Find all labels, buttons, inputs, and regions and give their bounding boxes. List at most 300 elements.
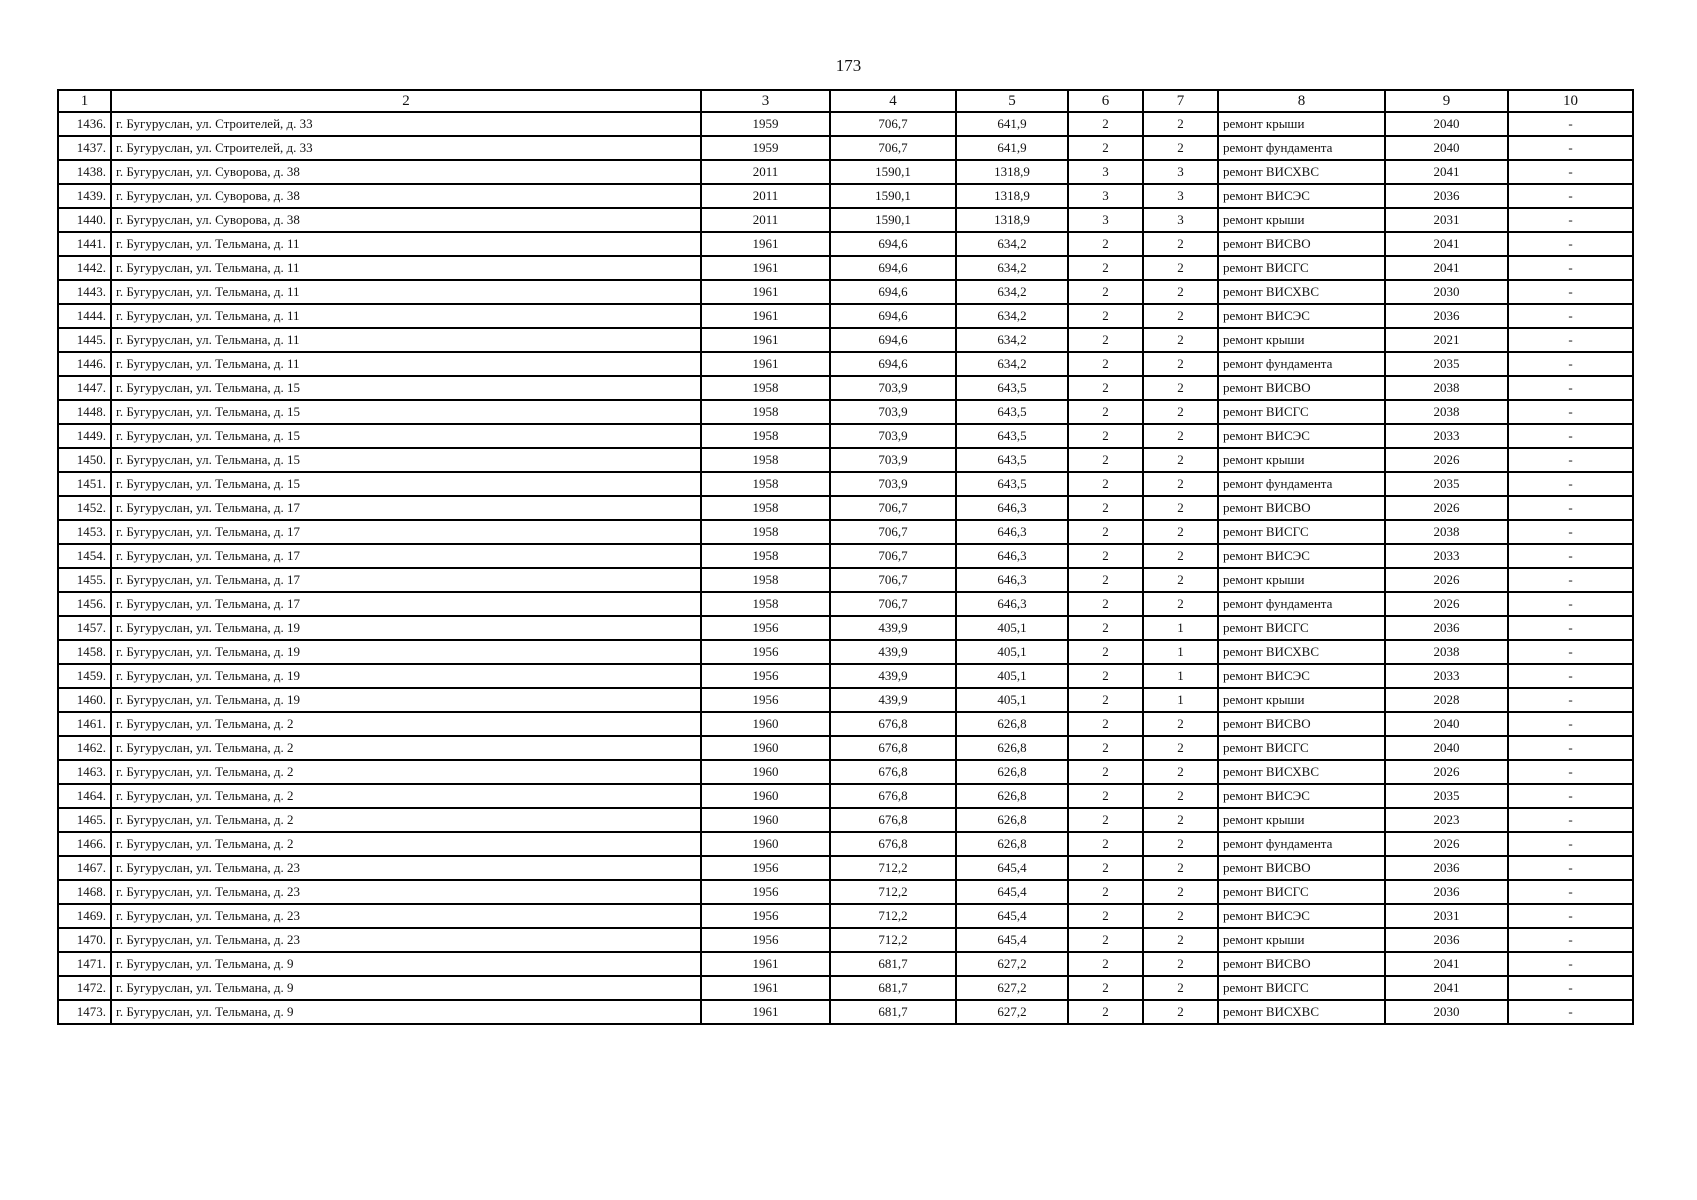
cell-planned-year: 2041 xyxy=(1385,952,1508,976)
cell-living-area: 646,3 xyxy=(956,568,1068,592)
cell-address: г. Бугуруслан, ул. Тельмана, д. 15 xyxy=(111,424,701,448)
cell-year-built: 1960 xyxy=(701,784,830,808)
cell-address: г. Бугуруслан, ул. Суворова, д. 38 xyxy=(111,160,701,184)
cell-year-built: 1960 xyxy=(701,832,830,856)
cell-year-built: 1956 xyxy=(701,688,830,712)
cell-planned-year: 2026 xyxy=(1385,496,1508,520)
cell-row-number: 1447. xyxy=(58,376,111,400)
cell-floors: 2 xyxy=(1068,808,1143,832)
table-row xyxy=(58,352,1633,376)
cell-note: - xyxy=(1508,808,1633,832)
cell-note: - xyxy=(1508,928,1633,952)
cell-note: - xyxy=(1508,424,1633,448)
table-row xyxy=(58,400,1633,424)
cell-entrances: 2 xyxy=(1143,832,1218,856)
cell-note: - xyxy=(1508,592,1633,616)
cell-note: - xyxy=(1508,136,1633,160)
cell-row-number: 1470. xyxy=(58,928,111,952)
table-row xyxy=(58,424,1633,448)
table-row xyxy=(58,448,1633,472)
cell-row-number: 1446. xyxy=(58,352,111,376)
cell-floors: 2 xyxy=(1068,304,1143,328)
cell-address: г. Бугуруслан, ул. Тельмана, д. 19 xyxy=(111,688,701,712)
cell-year-built: 1960 xyxy=(701,760,830,784)
cell-entrances: 2 xyxy=(1143,808,1218,832)
cell-floors: 2 xyxy=(1068,232,1143,256)
table-row xyxy=(58,880,1633,904)
cell-note: - xyxy=(1508,160,1633,184)
cell-address: г. Бугуруслан, ул. Тельмана, д. 9 xyxy=(111,976,701,1000)
cell-year-built: 1958 xyxy=(701,376,830,400)
cell-living-area: 645,4 xyxy=(956,928,1068,952)
cell-floors: 2 xyxy=(1068,352,1143,376)
cell-floors: 2 xyxy=(1068,832,1143,856)
cell-year-built: 2011 xyxy=(701,160,830,184)
cell-planned-year: 2041 xyxy=(1385,256,1508,280)
cell-floors: 2 xyxy=(1068,496,1143,520)
cell-row-number: 1469. xyxy=(58,904,111,928)
cell-planned-year: 2040 xyxy=(1385,112,1508,136)
cell-floors: 2 xyxy=(1068,256,1143,280)
cell-planned-year: 2036 xyxy=(1385,928,1508,952)
cell-planned-year: 2026 xyxy=(1385,832,1508,856)
cell-year-built: 1958 xyxy=(701,544,830,568)
cell-total-area: 694,6 xyxy=(830,232,956,256)
cell-year-built: 2011 xyxy=(701,208,830,232)
cell-year-built: 2011 xyxy=(701,184,830,208)
cell-work-type: ремонт крыши xyxy=(1218,208,1385,232)
table-row xyxy=(58,760,1633,784)
cell-address: г. Бугуруслан, ул. Тельмана, д. 15 xyxy=(111,400,701,424)
cell-planned-year: 2038 xyxy=(1385,520,1508,544)
cell-row-number: 1471. xyxy=(58,952,111,976)
cell-work-type: ремонт ВИСГС xyxy=(1218,736,1385,760)
cell-entrances: 1 xyxy=(1143,664,1218,688)
cell-year-built: 1961 xyxy=(701,256,830,280)
cell-address: г. Бугуруслан, ул. Тельмана, д. 17 xyxy=(111,496,701,520)
cell-row-number: 1472. xyxy=(58,976,111,1000)
cell-floors: 2 xyxy=(1068,880,1143,904)
cell-year-built: 1958 xyxy=(701,424,830,448)
cell-note: - xyxy=(1508,952,1633,976)
cell-year-built: 1959 xyxy=(701,112,830,136)
cell-total-area: 694,6 xyxy=(830,280,956,304)
cell-total-area: 706,7 xyxy=(830,568,956,592)
cell-planned-year: 2036 xyxy=(1385,880,1508,904)
cell-floors: 2 xyxy=(1068,856,1143,880)
cell-living-area: 626,8 xyxy=(956,832,1068,856)
cell-total-area: 676,8 xyxy=(830,832,956,856)
cell-floors: 3 xyxy=(1068,160,1143,184)
cell-total-area: 676,8 xyxy=(830,784,956,808)
cell-year-built: 1959 xyxy=(701,136,830,160)
cell-note: - xyxy=(1508,616,1633,640)
cell-row-number: 1468. xyxy=(58,880,111,904)
cell-living-area: 1318,9 xyxy=(956,160,1068,184)
cell-row-number: 1452. xyxy=(58,496,111,520)
cell-planned-year: 2038 xyxy=(1385,376,1508,400)
cell-work-type: ремонт ВИСХВС xyxy=(1218,160,1385,184)
cell-total-area: 439,9 xyxy=(830,616,956,640)
cell-planned-year: 2028 xyxy=(1385,688,1508,712)
cell-address: г. Бугуруслан, ул. Тельмана, д. 11 xyxy=(111,232,701,256)
cell-living-area: 627,2 xyxy=(956,976,1068,1000)
table-row xyxy=(58,376,1633,400)
cell-address: г. Бугуруслан, ул. Тельмана, д. 11 xyxy=(111,328,701,352)
cell-planned-year: 2036 xyxy=(1385,616,1508,640)
column-header-3: 3 xyxy=(701,90,830,112)
cell-address: г. Бугуруслан, ул. Тельмана, д. 23 xyxy=(111,856,701,880)
cell-total-area: 703,9 xyxy=(830,472,956,496)
cell-living-area: 405,1 xyxy=(956,616,1068,640)
cell-year-built: 1958 xyxy=(701,520,830,544)
cell-year-built: 1956 xyxy=(701,928,830,952)
cell-work-type: ремонт ВИСЭС xyxy=(1218,304,1385,328)
cell-entrances: 2 xyxy=(1143,472,1218,496)
cell-planned-year: 2041 xyxy=(1385,976,1508,1000)
cell-total-area: 706,7 xyxy=(830,520,956,544)
cell-total-area: 703,9 xyxy=(830,424,956,448)
table-row xyxy=(58,232,1633,256)
cell-address: г. Бугуруслан, ул. Тельмана, д. 2 xyxy=(111,832,701,856)
cell-floors: 2 xyxy=(1068,760,1143,784)
cell-total-area: 694,6 xyxy=(830,352,956,376)
cell-row-number: 1466. xyxy=(58,832,111,856)
cell-total-area: 703,9 xyxy=(830,448,956,472)
cell-row-number: 1459. xyxy=(58,664,111,688)
cell-entrances: 2 xyxy=(1143,952,1218,976)
cell-floors: 2 xyxy=(1068,976,1143,1000)
cell-address: г. Бугуруслан, ул. Тельмана, д. 11 xyxy=(111,304,701,328)
cell-work-type: ремонт крыши xyxy=(1218,568,1385,592)
cell-total-area: 703,9 xyxy=(830,376,956,400)
cell-total-area: 712,2 xyxy=(830,880,956,904)
cell-year-built: 1961 xyxy=(701,352,830,376)
cell-living-area: 641,9 xyxy=(956,136,1068,160)
cell-address: г. Бугуруслан, ул. Тельмана, д. 15 xyxy=(111,376,701,400)
table-row xyxy=(58,688,1633,712)
cell-living-area: 646,3 xyxy=(956,544,1068,568)
cell-entrances: 2 xyxy=(1143,232,1218,256)
cell-address: г. Бугуруслан, ул. Тельмана, д. 11 xyxy=(111,280,701,304)
cell-row-number: 1455. xyxy=(58,568,111,592)
cell-note: - xyxy=(1508,328,1633,352)
cell-work-type: ремонт ВИСВО xyxy=(1218,376,1385,400)
cell-total-area: 712,2 xyxy=(830,904,956,928)
cell-total-area: 1590,1 xyxy=(830,184,956,208)
cell-year-built: 1958 xyxy=(701,472,830,496)
cell-work-type: ремонт ВИСВО xyxy=(1218,952,1385,976)
cell-entrances: 2 xyxy=(1143,256,1218,280)
cell-entrances: 2 xyxy=(1143,760,1218,784)
cell-row-number: 1463. xyxy=(58,760,111,784)
cell-living-area: 405,1 xyxy=(956,664,1068,688)
cell-living-area: 1318,9 xyxy=(956,208,1068,232)
cell-floors: 2 xyxy=(1068,736,1143,760)
cell-address: г. Бугуруслан, ул. Тельмана, д. 11 xyxy=(111,256,701,280)
cell-entrances: 1 xyxy=(1143,688,1218,712)
cell-entrances: 2 xyxy=(1143,328,1218,352)
cell-note: - xyxy=(1508,568,1633,592)
cell-row-number: 1441. xyxy=(58,232,111,256)
cell-living-area: 645,4 xyxy=(956,904,1068,928)
column-header-9: 9 xyxy=(1385,90,1508,112)
cell-row-number: 1462. xyxy=(58,736,111,760)
cell-total-area: 694,6 xyxy=(830,328,956,352)
cell-total-area: 706,7 xyxy=(830,592,956,616)
cell-work-type: ремонт крыши xyxy=(1218,808,1385,832)
cell-entrances: 3 xyxy=(1143,208,1218,232)
cell-planned-year: 2040 xyxy=(1385,712,1508,736)
cell-floors: 2 xyxy=(1068,544,1143,568)
table-row xyxy=(58,856,1633,880)
cell-work-type: ремонт ВИСЭС xyxy=(1218,904,1385,928)
cell-year-built: 1958 xyxy=(701,496,830,520)
cell-row-number: 1450. xyxy=(58,448,111,472)
cell-note: - xyxy=(1508,544,1633,568)
cell-note: - xyxy=(1508,832,1633,856)
cell-planned-year: 2033 xyxy=(1385,544,1508,568)
cell-row-number: 1442. xyxy=(58,256,111,280)
cell-address: г. Бугуруслан, ул. Тельмана, д. 2 xyxy=(111,784,701,808)
cell-floors: 2 xyxy=(1068,688,1143,712)
cell-living-area: 646,3 xyxy=(956,592,1068,616)
cell-year-built: 1956 xyxy=(701,856,830,880)
cell-work-type: ремонт ВИСХВС xyxy=(1218,280,1385,304)
table-row xyxy=(58,208,1633,232)
cell-note: - xyxy=(1508,232,1633,256)
cell-floors: 3 xyxy=(1068,184,1143,208)
cell-living-area: 634,2 xyxy=(956,232,1068,256)
cell-entrances: 2 xyxy=(1143,496,1218,520)
cell-floors: 2 xyxy=(1068,928,1143,952)
table-row xyxy=(58,544,1633,568)
cell-work-type: ремонт фундамента xyxy=(1218,592,1385,616)
cell-entrances: 2 xyxy=(1143,280,1218,304)
cell-year-built: 1961 xyxy=(701,304,830,328)
cell-total-area: 712,2 xyxy=(830,856,956,880)
cell-note: - xyxy=(1508,760,1633,784)
table-row xyxy=(58,496,1633,520)
cell-living-area: 646,3 xyxy=(956,496,1068,520)
cell-floors: 3 xyxy=(1068,208,1143,232)
cell-floors: 2 xyxy=(1068,616,1143,640)
cell-year-built: 1960 xyxy=(701,712,830,736)
cell-entrances: 2 xyxy=(1143,856,1218,880)
cell-note: - xyxy=(1508,856,1633,880)
cell-work-type: ремонт ВИСГС xyxy=(1218,520,1385,544)
cell-planned-year: 2026 xyxy=(1385,760,1508,784)
cell-living-area: 626,8 xyxy=(956,784,1068,808)
cell-work-type: ремонт ВИСЭС xyxy=(1218,664,1385,688)
cell-note: - xyxy=(1508,736,1633,760)
cell-note: - xyxy=(1508,1000,1633,1024)
cell-total-area: 1590,1 xyxy=(830,160,956,184)
cell-note: - xyxy=(1508,352,1633,376)
cell-living-area: 643,5 xyxy=(956,448,1068,472)
cell-floors: 2 xyxy=(1068,592,1143,616)
cell-address: г. Бугуруслан, ул. Тельмана, д. 19 xyxy=(111,616,701,640)
table-body xyxy=(58,112,1633,1024)
cell-work-type: ремонт ВИСВО xyxy=(1218,496,1385,520)
cell-floors: 2 xyxy=(1068,904,1143,928)
cell-floors: 2 xyxy=(1068,472,1143,496)
cell-living-area: 643,5 xyxy=(956,472,1068,496)
cell-living-area: 627,2 xyxy=(956,952,1068,976)
cell-entrances: 2 xyxy=(1143,736,1218,760)
cell-living-area: 634,2 xyxy=(956,352,1068,376)
cell-planned-year: 2040 xyxy=(1385,736,1508,760)
cell-living-area: 626,8 xyxy=(956,712,1068,736)
table-row xyxy=(58,568,1633,592)
cell-total-area: 439,9 xyxy=(830,640,956,664)
cell-year-built: 1961 xyxy=(701,232,830,256)
cell-total-area: 676,8 xyxy=(830,736,956,760)
cell-work-type: ремонт ВИСГС xyxy=(1218,400,1385,424)
table-row xyxy=(58,160,1633,184)
table-row xyxy=(58,184,1633,208)
cell-note: - xyxy=(1508,256,1633,280)
cell-row-number: 1436. xyxy=(58,112,111,136)
cell-living-area: 634,2 xyxy=(956,256,1068,280)
cell-work-type: ремонт фундамента xyxy=(1218,136,1385,160)
cell-floors: 2 xyxy=(1068,664,1143,688)
cell-living-area: 643,5 xyxy=(956,400,1068,424)
cell-note: - xyxy=(1508,280,1633,304)
cell-living-area: 643,5 xyxy=(956,376,1068,400)
table-row xyxy=(58,952,1633,976)
cell-work-type: ремонт ВИСЭС xyxy=(1218,784,1385,808)
cell-living-area: 627,2 xyxy=(956,1000,1068,1024)
cell-work-type: ремонт ВИСГС xyxy=(1218,976,1385,1000)
cell-row-number: 1454. xyxy=(58,544,111,568)
column-header-4: 4 xyxy=(830,90,956,112)
cell-entrances: 2 xyxy=(1143,928,1218,952)
cell-work-type: ремонт ВИСГС xyxy=(1218,880,1385,904)
cell-address: г. Бугуруслан, ул. Тельмана, д. 17 xyxy=(111,520,701,544)
cell-total-area: 694,6 xyxy=(830,256,956,280)
cell-work-type: ремонт ВИСХВС xyxy=(1218,640,1385,664)
cell-living-area: 626,8 xyxy=(956,760,1068,784)
cell-note: - xyxy=(1508,904,1633,928)
table-row xyxy=(58,520,1633,544)
cell-planned-year: 2026 xyxy=(1385,592,1508,616)
cell-total-area: 706,7 xyxy=(830,544,956,568)
cell-planned-year: 2036 xyxy=(1385,856,1508,880)
column-header-6: 6 xyxy=(1068,90,1143,112)
table-row xyxy=(58,640,1633,664)
cell-note: - xyxy=(1508,712,1633,736)
cell-entrances: 2 xyxy=(1143,304,1218,328)
cell-note: - xyxy=(1508,520,1633,544)
cell-address: г. Бугуруслан, ул. Суворова, д. 38 xyxy=(111,184,701,208)
cell-address: г. Бугуруслан, ул. Тельмана, д. 9 xyxy=(111,952,701,976)
table-row xyxy=(58,280,1633,304)
cell-note: - xyxy=(1508,472,1633,496)
cell-planned-year: 2030 xyxy=(1385,1000,1508,1024)
cell-entrances: 2 xyxy=(1143,1000,1218,1024)
cell-living-area: 645,4 xyxy=(956,880,1068,904)
cell-living-area: 645,4 xyxy=(956,856,1068,880)
cell-planned-year: 2023 xyxy=(1385,808,1508,832)
cell-address: г. Бугуруслан, ул. Тельмана, д. 17 xyxy=(111,544,701,568)
cell-note: - xyxy=(1508,640,1633,664)
cell-entrances: 1 xyxy=(1143,616,1218,640)
cell-work-type: ремонт крыши xyxy=(1218,928,1385,952)
cell-planned-year: 2031 xyxy=(1385,208,1508,232)
cell-entrances: 2 xyxy=(1143,352,1218,376)
cell-note: - xyxy=(1508,304,1633,328)
cell-note: - xyxy=(1508,664,1633,688)
cell-total-area: 681,7 xyxy=(830,976,956,1000)
cell-year-built: 1956 xyxy=(701,640,830,664)
table-row xyxy=(58,616,1633,640)
cell-work-type: ремонт ВИСВО xyxy=(1218,232,1385,256)
cell-living-area: 634,2 xyxy=(956,280,1068,304)
cell-row-number: 1438. xyxy=(58,160,111,184)
cell-row-number: 1467. xyxy=(58,856,111,880)
cell-floors: 2 xyxy=(1068,1000,1143,1024)
cell-address: г. Бугуруслан, ул. Тельмана, д. 11 xyxy=(111,352,701,376)
table-row xyxy=(58,976,1633,1000)
cell-address: г. Бугуруслан, ул. Тельмана, д. 2 xyxy=(111,736,701,760)
cell-floors: 2 xyxy=(1068,376,1143,400)
cell-entrances: 2 xyxy=(1143,976,1218,1000)
cell-floors: 2 xyxy=(1068,784,1143,808)
cell-year-built: 1956 xyxy=(701,664,830,688)
cell-address: г. Бугуруслан, ул. Тельмана, д. 15 xyxy=(111,448,701,472)
table-row xyxy=(58,832,1633,856)
cell-entrances: 3 xyxy=(1143,160,1218,184)
cell-year-built: 1956 xyxy=(701,880,830,904)
cell-year-built: 1961 xyxy=(701,1000,830,1024)
cell-planned-year: 2038 xyxy=(1385,400,1508,424)
cell-total-area: 676,8 xyxy=(830,808,956,832)
cell-planned-year: 2035 xyxy=(1385,784,1508,808)
cell-living-area: 405,1 xyxy=(956,688,1068,712)
cell-living-area: 626,8 xyxy=(956,808,1068,832)
cell-living-area: 626,8 xyxy=(956,736,1068,760)
cell-total-area: 676,8 xyxy=(830,712,956,736)
cell-note: - xyxy=(1508,448,1633,472)
cell-planned-year: 2035 xyxy=(1385,472,1508,496)
cell-address: г. Бугуруслан, ул. Тельмана, д. 23 xyxy=(111,904,701,928)
cell-living-area: 1318,9 xyxy=(956,184,1068,208)
cell-year-built: 1961 xyxy=(701,952,830,976)
cell-address: г. Бугуруслан, ул. Тельмана, д. 9 xyxy=(111,1000,701,1024)
cell-year-built: 1961 xyxy=(701,280,830,304)
cell-entrances: 2 xyxy=(1143,424,1218,448)
cell-year-built: 1961 xyxy=(701,976,830,1000)
cell-note: - xyxy=(1508,208,1633,232)
cell-entrances: 2 xyxy=(1143,784,1218,808)
cell-entrances: 2 xyxy=(1143,400,1218,424)
cell-floors: 2 xyxy=(1068,568,1143,592)
table-row xyxy=(58,904,1633,928)
cell-year-built: 1958 xyxy=(701,568,830,592)
cell-planned-year: 2033 xyxy=(1385,424,1508,448)
cell-row-number: 1458. xyxy=(58,640,111,664)
cell-total-area: 676,8 xyxy=(830,760,956,784)
cell-address: г. Бугуруслан, ул. Суворова, д. 38 xyxy=(111,208,701,232)
column-header-5: 5 xyxy=(956,90,1068,112)
cell-work-type: ремонт крыши xyxy=(1218,112,1385,136)
cell-entrances: 2 xyxy=(1143,448,1218,472)
cell-row-number: 1449. xyxy=(58,424,111,448)
table-row xyxy=(58,784,1633,808)
column-header-2: 2 xyxy=(111,90,701,112)
cell-entrances: 2 xyxy=(1143,880,1218,904)
